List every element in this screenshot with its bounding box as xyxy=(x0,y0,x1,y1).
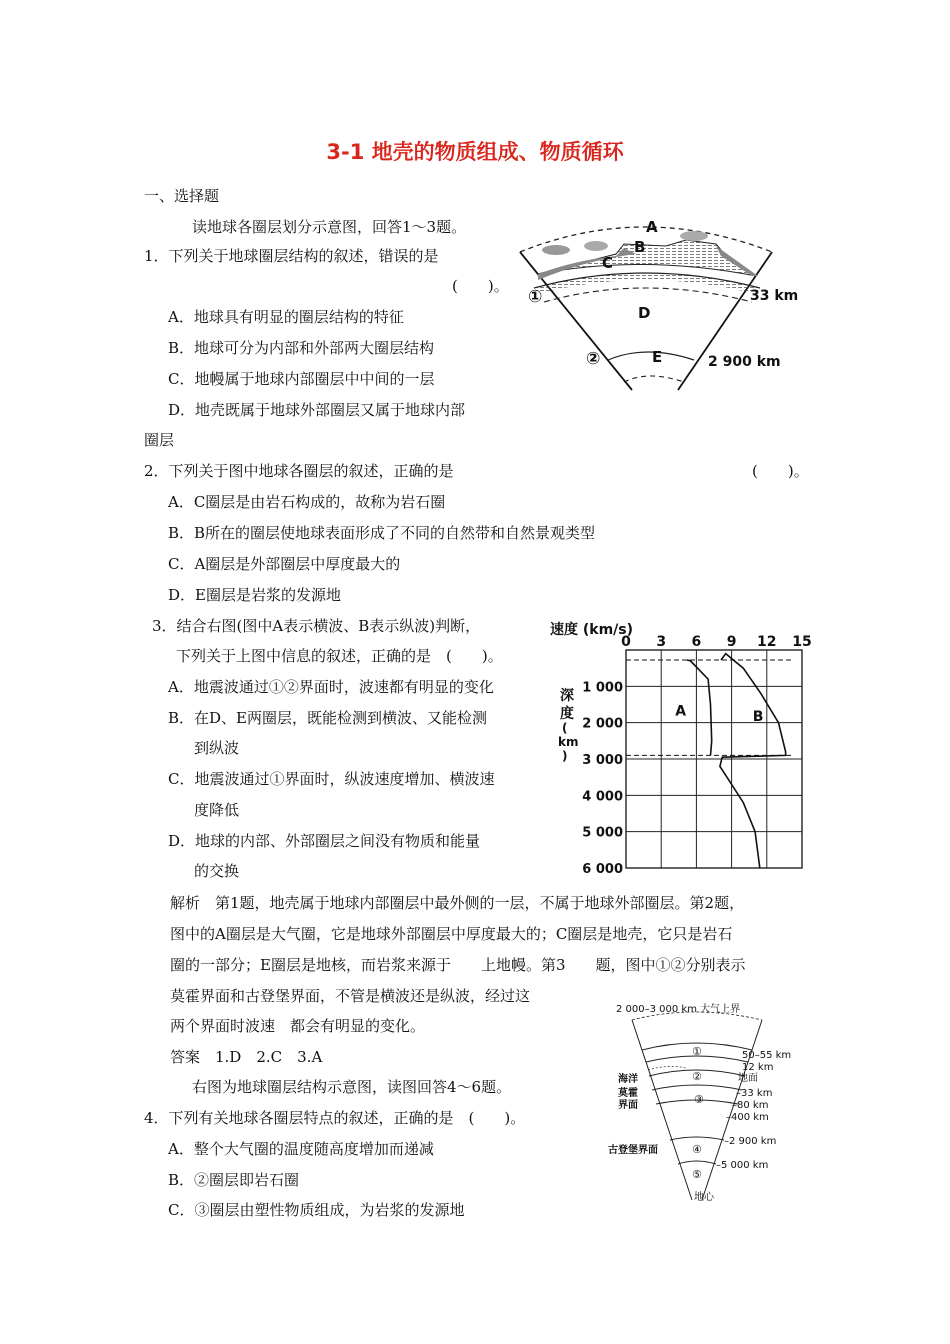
moho-label-2: 界面 xyxy=(618,1100,638,1111)
depth-label-2: 12 km xyxy=(742,1062,774,1073)
q1-option-d-tail: 圈层 xyxy=(144,431,175,449)
moho-depth-label: 33 km xyxy=(750,288,799,304)
q1-option-d: D．地壳既属于地球外部圈层又属于地球内部 xyxy=(168,401,466,419)
layer-number-1: ① xyxy=(692,1045,702,1058)
y-tick-label: 3 000 xyxy=(582,753,623,768)
x-tick-label: 6 xyxy=(691,634,702,650)
layer-label-e: E xyxy=(652,348,663,366)
layer-label-a: A xyxy=(646,218,658,236)
seismic-wave-chart xyxy=(546,618,816,882)
page-title: 3-1 地壳的物质组成、物质循环 xyxy=(326,140,624,164)
q1-bracket: ( )。 xyxy=(452,277,509,295)
gutenberg-depth-label: 2 900 km xyxy=(708,354,781,370)
depth-label-6: –400 km xyxy=(726,1112,769,1123)
layer-label-d: D xyxy=(638,304,651,322)
q3-option-b: B．在D、E两圈层，既能检测到横波、又能检测 xyxy=(168,709,488,727)
earth-center-label: 地心 xyxy=(694,1192,714,1203)
q3-stem: 3．结合右图(图中A表示横波、B表示纵波)判断， xyxy=(152,617,481,635)
q1-option-a: A．地球具有明显的圈层结构的特征 xyxy=(168,308,404,326)
depth-label-1: 50–55 km xyxy=(742,1050,792,1061)
layer-number-3: ③ xyxy=(694,1093,704,1106)
q1-stem: 1．下列关于地球圈层结构的叙述，错误的是 xyxy=(144,247,439,265)
q3-option-c: C．地震波通过①界面时，纵波速度增加、横波速 xyxy=(168,770,495,788)
x-tick-label: 0 xyxy=(621,634,631,650)
y-axis-label-2: 度 xyxy=(560,706,574,722)
y-axis-label-1: 深 xyxy=(560,688,574,704)
answer-line: 答案 1.D 2.C 3.A xyxy=(170,1048,323,1066)
analysis-line-3: 圈的一部分；E圈层是地核，而岩浆来源于 上地幔。第3 题，图中①②分别表示 xyxy=(170,956,746,974)
curve-label-b: B xyxy=(752,709,764,726)
q2-option-a: A．C圈层是由岩石构成的，故称为岩石圈 xyxy=(168,493,446,511)
x-tick-label: 15 xyxy=(792,634,812,650)
q3-option-b-tail: 到纵波 xyxy=(194,739,240,757)
y-tick-label: 6 000 xyxy=(582,862,623,877)
boundary-marker-2: ② xyxy=(586,349,601,369)
intro-text-2: 右图为地球圈层结构示意图，读图回答4～6题。 xyxy=(192,1078,512,1096)
depth-label-5: –80 km xyxy=(732,1100,769,1111)
analysis-line-1: 解析 第1题，地壳属于地球内部圈层中最外侧的一层，不属于地球外部圈层。第2题， xyxy=(170,894,745,912)
q1-option-c: C．地幔属于地球内部圈层中中间的一层 xyxy=(168,370,435,388)
moho-label: 莫霍 xyxy=(618,1088,638,1099)
wave-curve-b xyxy=(720,654,786,868)
q3-stem-2: 下列关于上图中信息的叙述，正确的是 ( )。 xyxy=(176,647,503,665)
earth-structure-diagram xyxy=(606,1000,796,1210)
q3-option-a: A．地震波通过①②界面时，波速都有明显的变化 xyxy=(168,678,494,696)
x-tick-label: 3 xyxy=(656,634,667,650)
y-axis-label-4: km xyxy=(558,735,579,749)
y-axis-label-5: ) xyxy=(562,749,568,763)
q4-option-c: C．③圈层由塑性物质组成，为岩浆的发源地 xyxy=(168,1201,465,1219)
depth-label-7: –2 900 km xyxy=(724,1136,777,1147)
q4-option-a: A．整个大气圈的温度随高度增加而递减 xyxy=(168,1140,434,1158)
y-tick-label: 2 000 xyxy=(582,716,623,732)
q2-stem: 2．下列关于图中地球各圈层的叙述，正确的是 xyxy=(144,462,454,480)
layer-number-5: ⑤ xyxy=(692,1168,702,1181)
y-tick-label: 4 000 xyxy=(582,789,623,805)
q3-option-d-tail: 的交换 xyxy=(194,862,240,880)
wave-curve-a xyxy=(687,660,712,755)
depth-label-8: –5 000 km xyxy=(716,1160,769,1171)
layer-number-2: ② xyxy=(692,1070,702,1083)
earth-layers-diagram xyxy=(516,214,816,399)
q2-option-d: D．E圈层是岩浆的发源地 xyxy=(168,586,341,604)
y-tick-label: 5 000 xyxy=(582,825,623,841)
q3-option-c-tail: 度降低 xyxy=(194,801,240,819)
x-tick-label: 9 xyxy=(726,634,737,650)
section-heading: 一、选择题 xyxy=(144,187,220,205)
layer-label-c: C xyxy=(602,254,614,272)
q4-option-b: B．②圈层即岩石圈 xyxy=(168,1171,300,1189)
gutenberg-label: 古登堡界面 xyxy=(608,1145,658,1156)
ocean-label: 海洋 xyxy=(618,1074,638,1085)
boundary-marker-1: ① xyxy=(528,287,543,307)
q3-option-d: D．地球的内部、外部圈层之间没有物质和能量 xyxy=(168,832,481,850)
q2-option-b: B．B所在的圈层使地球表面形成了不同的自然带和自然景观类型 xyxy=(168,524,596,542)
q1-option-b: B．地球可分为内部和外部两大圈层结构 xyxy=(168,339,435,357)
y-tick-label: 1 000 xyxy=(582,680,623,696)
x-tick-label: 12 xyxy=(757,634,777,650)
intro-text: 读地球各圈层划分示意图，回答1～3题。 xyxy=(192,218,467,236)
q2-bracket: ( )。 xyxy=(752,462,809,480)
analysis-line-4: 莫霍界面和古登堡界面，不管是横波还是纵波，经过这 xyxy=(170,987,531,1005)
depth-label-4: –33 km xyxy=(736,1088,773,1099)
analysis-line-5: 两个界面时波速 都会有明显的变化。 xyxy=(170,1017,426,1035)
y-axis-label-3: ( xyxy=(562,721,568,735)
curve-label-a: A xyxy=(675,703,687,720)
chart-title: 速度 (km/s) xyxy=(550,622,634,638)
upper-atmosphere-label: 2 000–3 000 km 大气上界 xyxy=(616,1004,741,1015)
depth-label-3: 地面 xyxy=(738,1073,758,1084)
q2-option-c: C．A圈层是外部圈层中厚度最大的 xyxy=(168,555,401,573)
layer-number-4: ④ xyxy=(692,1143,702,1156)
q4-stem: 4．下列有关地球各圈层特点的叙述，正确的是 ( )。 xyxy=(144,1109,526,1127)
analysis-line-2: 图中的A圈层是大气圈，它是地球外部圈层中厚度最大的；C圈层是地壳，它只是岩石 xyxy=(170,925,733,943)
layer-label-b: B xyxy=(634,238,646,256)
